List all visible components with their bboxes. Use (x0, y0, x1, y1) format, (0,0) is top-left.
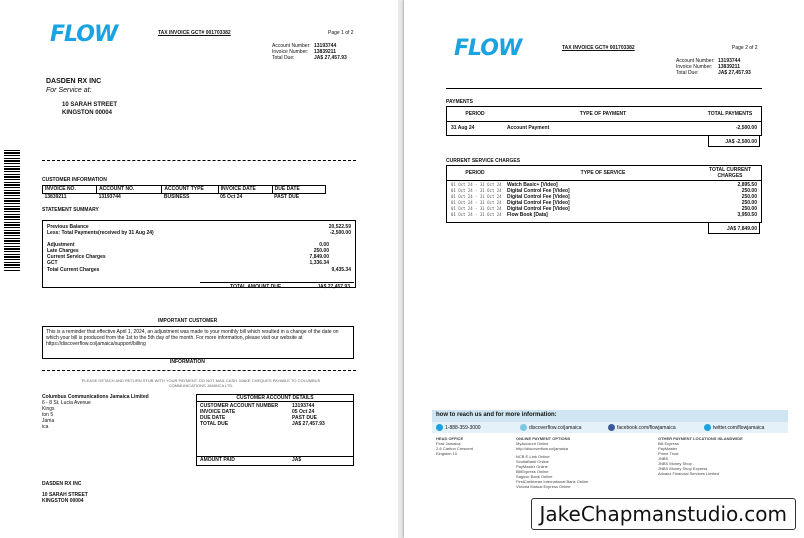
details-label: INVOICE DATE (200, 409, 236, 415)
total-amount-due-value: JA$ 27,457.93 (317, 284, 350, 290)
gct-label: GCT (47, 260, 58, 266)
details-label: CUSTOMER ACCOUNT NUMBER (200, 403, 279, 409)
charges-rows (447, 181, 761, 218)
remit-line: ton 5 (42, 412, 54, 418)
remit-line: 6 - 8 St. Lucia Avenue (42, 400, 91, 406)
charge-period: 01 Oct 24 - 31 Oct 24 (451, 188, 502, 193)
online-payment-line: http://discoverflow.co/jamaica (516, 446, 569, 451)
for-service-label: For Service at: (46, 87, 92, 94)
online-payment-column (516, 436, 646, 489)
invoice-number-label: Invoice Number: (272, 49, 309, 55)
charges-header-type: TYPE OF SERVICE (580, 170, 626, 176)
contact-website[interactable] (520, 424, 608, 431)
payments-header-total: TOTAL PAYMENTS (707, 111, 753, 117)
current-service-label: Current Service Charges (47, 254, 106, 260)
page-number: Page 2 of 2 (732, 45, 758, 51)
other-location-line: JNBS Money Shop Express (658, 466, 708, 471)
charge-amount: 3,950.50 (737, 212, 757, 218)
invoice-number-value: 13839211 (314, 49, 336, 55)
head-office-column (436, 436, 512, 456)
footer-address-line2: KINGSTON 00004 (42, 498, 84, 504)
other-locations-column (658, 436, 788, 476)
info-value-invoice-no: 13839211 (44, 194, 67, 200)
invoice-page-1 (0, 0, 398, 538)
remit-line: ica (42, 424, 49, 430)
account-number-value: 13193744 (718, 58, 741, 64)
important-notice-text: This is a reminder that effective April 1, 2024, an adjustment was made to your monthly bill which resulted in a change of the date on which your bill is produced from the 1st to the 5th day of the month. For more information, please visit our website at https://discoverflow.co/jamaica/support/billing (46, 329, 339, 347)
account-number-label: Account Number: (676, 58, 715, 64)
total-due-value: JA$ 27,457.93 (718, 70, 751, 76)
contact-facebook[interactable] (608, 424, 704, 431)
payments-row (447, 122, 761, 131)
online-payment-line: ScotiaBank Online (516, 459, 549, 464)
contact-links-bar (432, 422, 788, 433)
info-value-account-no: 13193744 (98, 194, 121, 200)
info-value-due-date: PAST DUE (274, 194, 300, 200)
other-location-line: Advanz Financial Services Limited (658, 471, 719, 476)
important-notice-box (42, 326, 354, 359)
service-address-line1: 10 SARAH STREET (62, 102, 118, 108)
statement-summary-box (42, 220, 356, 288)
other-location-line: Bill Express (658, 441, 679, 446)
payment-amount: -2,500.00 (735, 125, 757, 131)
details-value: 05 Oct 24 (292, 409, 315, 415)
charge-amount: 250.00 (741, 200, 757, 206)
charge-period: 01 Oct 24 - 31 Oct 24 (451, 206, 502, 211)
online-payment-line: Victoria Mutual Express Online (516, 484, 571, 489)
charges-header-period: PERIOD (465, 170, 485, 176)
invoice-title: TAX INVOICE GCT# 001703382 (158, 30, 231, 36)
total-due-value: JA$ 27,457.93 (314, 55, 347, 61)
divider (446, 88, 762, 89)
divider (42, 160, 356, 161)
account-number-value: 13193744 (314, 43, 337, 49)
payments-label: Less: Total Payments(received by 31 Aug 24) (47, 230, 154, 236)
details-label: DUE DATE (200, 415, 226, 421)
invoice-page-2 (404, 0, 804, 538)
late-charges-label: Late Charges (47, 248, 79, 254)
charges-heading: CURRENT SERVICE CHARGES (446, 158, 521, 164)
remit-company: Columbus Communications Jamaica Limited (42, 394, 149, 400)
charge-service: Flow Book [Data] (507, 212, 548, 218)
total-due-label: Total Due: (272, 55, 295, 61)
contact-header-bar (432, 410, 788, 422)
info-value-account-type: BUSINESS (163, 194, 190, 200)
gct-value: 1,336.34 (309, 260, 329, 266)
payments-total: JA$ -2,500.00 (708, 135, 760, 147)
head-office-line: Flow Jamaica (436, 441, 461, 446)
total-current-value: 9,435.34 (331, 267, 351, 273)
footer-customer-name: DASDEN RX INC (42, 481, 82, 487)
online-payment-line: FirstCaribbean International Bank Online (516, 479, 589, 484)
total-amount-due-label: TOTAL AMOUNT DUE (230, 284, 282, 290)
invoice-title: TAX INVOICE GCT# 001703382 (562, 45, 635, 51)
charge-service: Digital Control Fee [Video] (507, 200, 570, 206)
flow-logo: FLOW (50, 22, 118, 47)
charges-header-total: TOTAL CURRENT CHARGES (709, 167, 751, 179)
other-location-line: JNBS Money Shop (658, 461, 692, 466)
previous-balance-label: Previous Balance (47, 224, 89, 230)
charge-period: 01 Oct 24 - 31 Oct 24 (451, 182, 502, 187)
account-summary (676, 58, 786, 76)
previous-balance-value: 20,522.59 (328, 224, 351, 230)
payment-type: Account Payment (507, 125, 550, 131)
payment-period: 31 Aug 24 (451, 125, 475, 131)
info-header-invoice-no: INVOICE NO. (43, 186, 97, 194)
charge-period: 01 Oct 24 - 31 Oct 24 (451, 194, 502, 199)
info-header-account-no: ACCOUNT NO. (97, 186, 162, 194)
total-amount-due-row (200, 282, 354, 290)
detach-divider (42, 370, 356, 371)
current-service-value: 7,849.00 (309, 254, 329, 260)
flow-logo: FLOW (454, 36, 522, 61)
payments-header-period: PERIOD (465, 111, 485, 117)
barcode-image (4, 150, 20, 272)
charge-service: Digital Control Fee [Video] (507, 206, 570, 212)
service-address-line2: KINGSTON 00004 (62, 110, 112, 116)
customer-info-heading: CUSTOMER INFORMATION (42, 177, 107, 183)
amount-paid-label: AMOUNT PAID (200, 457, 235, 463)
watermark: JakeChapmanstudio.com (531, 498, 796, 530)
phone-icon (436, 424, 443, 431)
charge-period: 01 Oct 24 - 31 Oct 24 (451, 212, 502, 217)
details-value: 13193744 (292, 403, 315, 409)
charge-amount: 250.00 (741, 188, 757, 194)
payments-value: -2,500.00 (329, 230, 351, 236)
other-heading: OTHER PAYMENT LOCATIONS ISLANDWIDE (658, 436, 743, 441)
adjustment-label: Adjustment (47, 242, 75, 248)
charge-service: Watch Basic+ [Video] (507, 182, 558, 188)
twitter-icon (704, 424, 711, 431)
late-charges-value: 250.00 (313, 248, 329, 254)
contact-twitter[interactable] (704, 424, 764, 431)
website-text: discoverflow.co/jamaica (529, 424, 582, 431)
payments-heading: PAYMENTS (446, 99, 473, 105)
remit-address (42, 400, 91, 430)
details-value: PAST DUE (292, 415, 317, 421)
charge-amount: 250.00 (741, 206, 757, 212)
footer-address-line1: 10 SARAH STREET (42, 492, 88, 498)
details-heading: CUSTOMER ACCOUNT DETAILS (197, 395, 353, 402)
info-value-invoice-date: 05 Oct 24 (220, 194, 243, 200)
invoice-number-value: 13839211 (718, 64, 740, 70)
info-header-account-type: ACCOUNT TYPE (162, 186, 218, 194)
account-summary (272, 43, 382, 61)
charges-row (447, 212, 761, 218)
online-payment-line: Sagicor Bank Online (516, 474, 553, 479)
contact-phone[interactable] (432, 424, 520, 431)
detach-instructions: PLEASE DETACH AND RETURN STUB WITH YOUR PAYMENT. DO NOT MAIL CASH. MAKE CHEQUES PAYABLE TO COLUMBUS COMMUNICATIONS JAMAICA LTD. (81, 378, 321, 388)
adjustment-value: 0.00 (319, 242, 329, 248)
head-office-heading: HEAD OFFICE (436, 436, 464, 441)
amount-paid-value: JA$ (292, 457, 302, 463)
information-label: INFORMATION (170, 359, 205, 365)
other-location-line: PayMaster (658, 446, 678, 451)
online-payment-line: NCB E-Link Online (516, 454, 550, 459)
remit-line: Jama (42, 418, 55, 424)
remit-line: Kings (42, 406, 55, 412)
online-heading: ONLINE PAYMENT OPTIONS (516, 436, 571, 441)
total-current-label: Total Current Charges (47, 267, 100, 273)
payments-table (446, 106, 762, 136)
info-header-invoice-date: INVOICE DATE (218, 186, 272, 194)
charge-service: Digital Control Fee [Video] (507, 194, 570, 200)
facebook-icon (608, 424, 615, 431)
amount-paid-row[interactable] (196, 456, 354, 466)
important-heading: IMPORTANT CUSTOMER (158, 318, 218, 324)
charge-amount: 250.00 (741, 194, 757, 200)
invoice-number-label: Invoice Number: (676, 64, 713, 70)
facebook-text: facebook.com/flowjamaica (617, 424, 676, 431)
other-location-line: JNBS (658, 456, 669, 461)
online-payment-line: MyAccount Online (516, 441, 549, 446)
charge-period: 01 Oct 24 - 31 Oct 24 (451, 200, 502, 205)
head-office-line: 2-6 Carlton Crescent (436, 446, 473, 451)
charges-table (446, 165, 762, 223)
account-number-label: Account Number: (272, 43, 311, 49)
phone-text: 1-888-359-3000 (445, 424, 481, 431)
customer-name: DASDEN RX INC (46, 78, 102, 85)
page-number: Page 1 of 2 (328, 30, 354, 36)
details-label: TOTAL DUE (200, 421, 229, 427)
statement-summary-heading: STATEMENT SUMMARY (42, 207, 99, 213)
info-header-due-date: DUE DATE (272, 186, 325, 194)
contact-heading: how to reach us and for more information: (436, 412, 557, 418)
globe-icon (520, 424, 527, 431)
twitter-text: twitter.com/flowjamaica (713, 424, 765, 431)
head-office-line: Kingston 10 (436, 451, 458, 456)
payments-header-type: TYPE OF PAYMENT (579, 111, 627, 117)
charge-amount: 2,895.50 (737, 182, 757, 188)
charges-total: JA$ 7,849.00 (708, 222, 760, 234)
total-due-label: Total Due: (676, 70, 699, 76)
online-payment-line: BillExpress Online (516, 469, 549, 474)
charge-service: Digital Control Fee [Video] (507, 188, 570, 194)
details-value: JA$ 27,457.93 (292, 421, 325, 427)
online-payment-line: PayMaster Online (516, 464, 548, 469)
other-location-line: Prime Trust (658, 451, 679, 456)
customer-info-table (42, 185, 326, 201)
